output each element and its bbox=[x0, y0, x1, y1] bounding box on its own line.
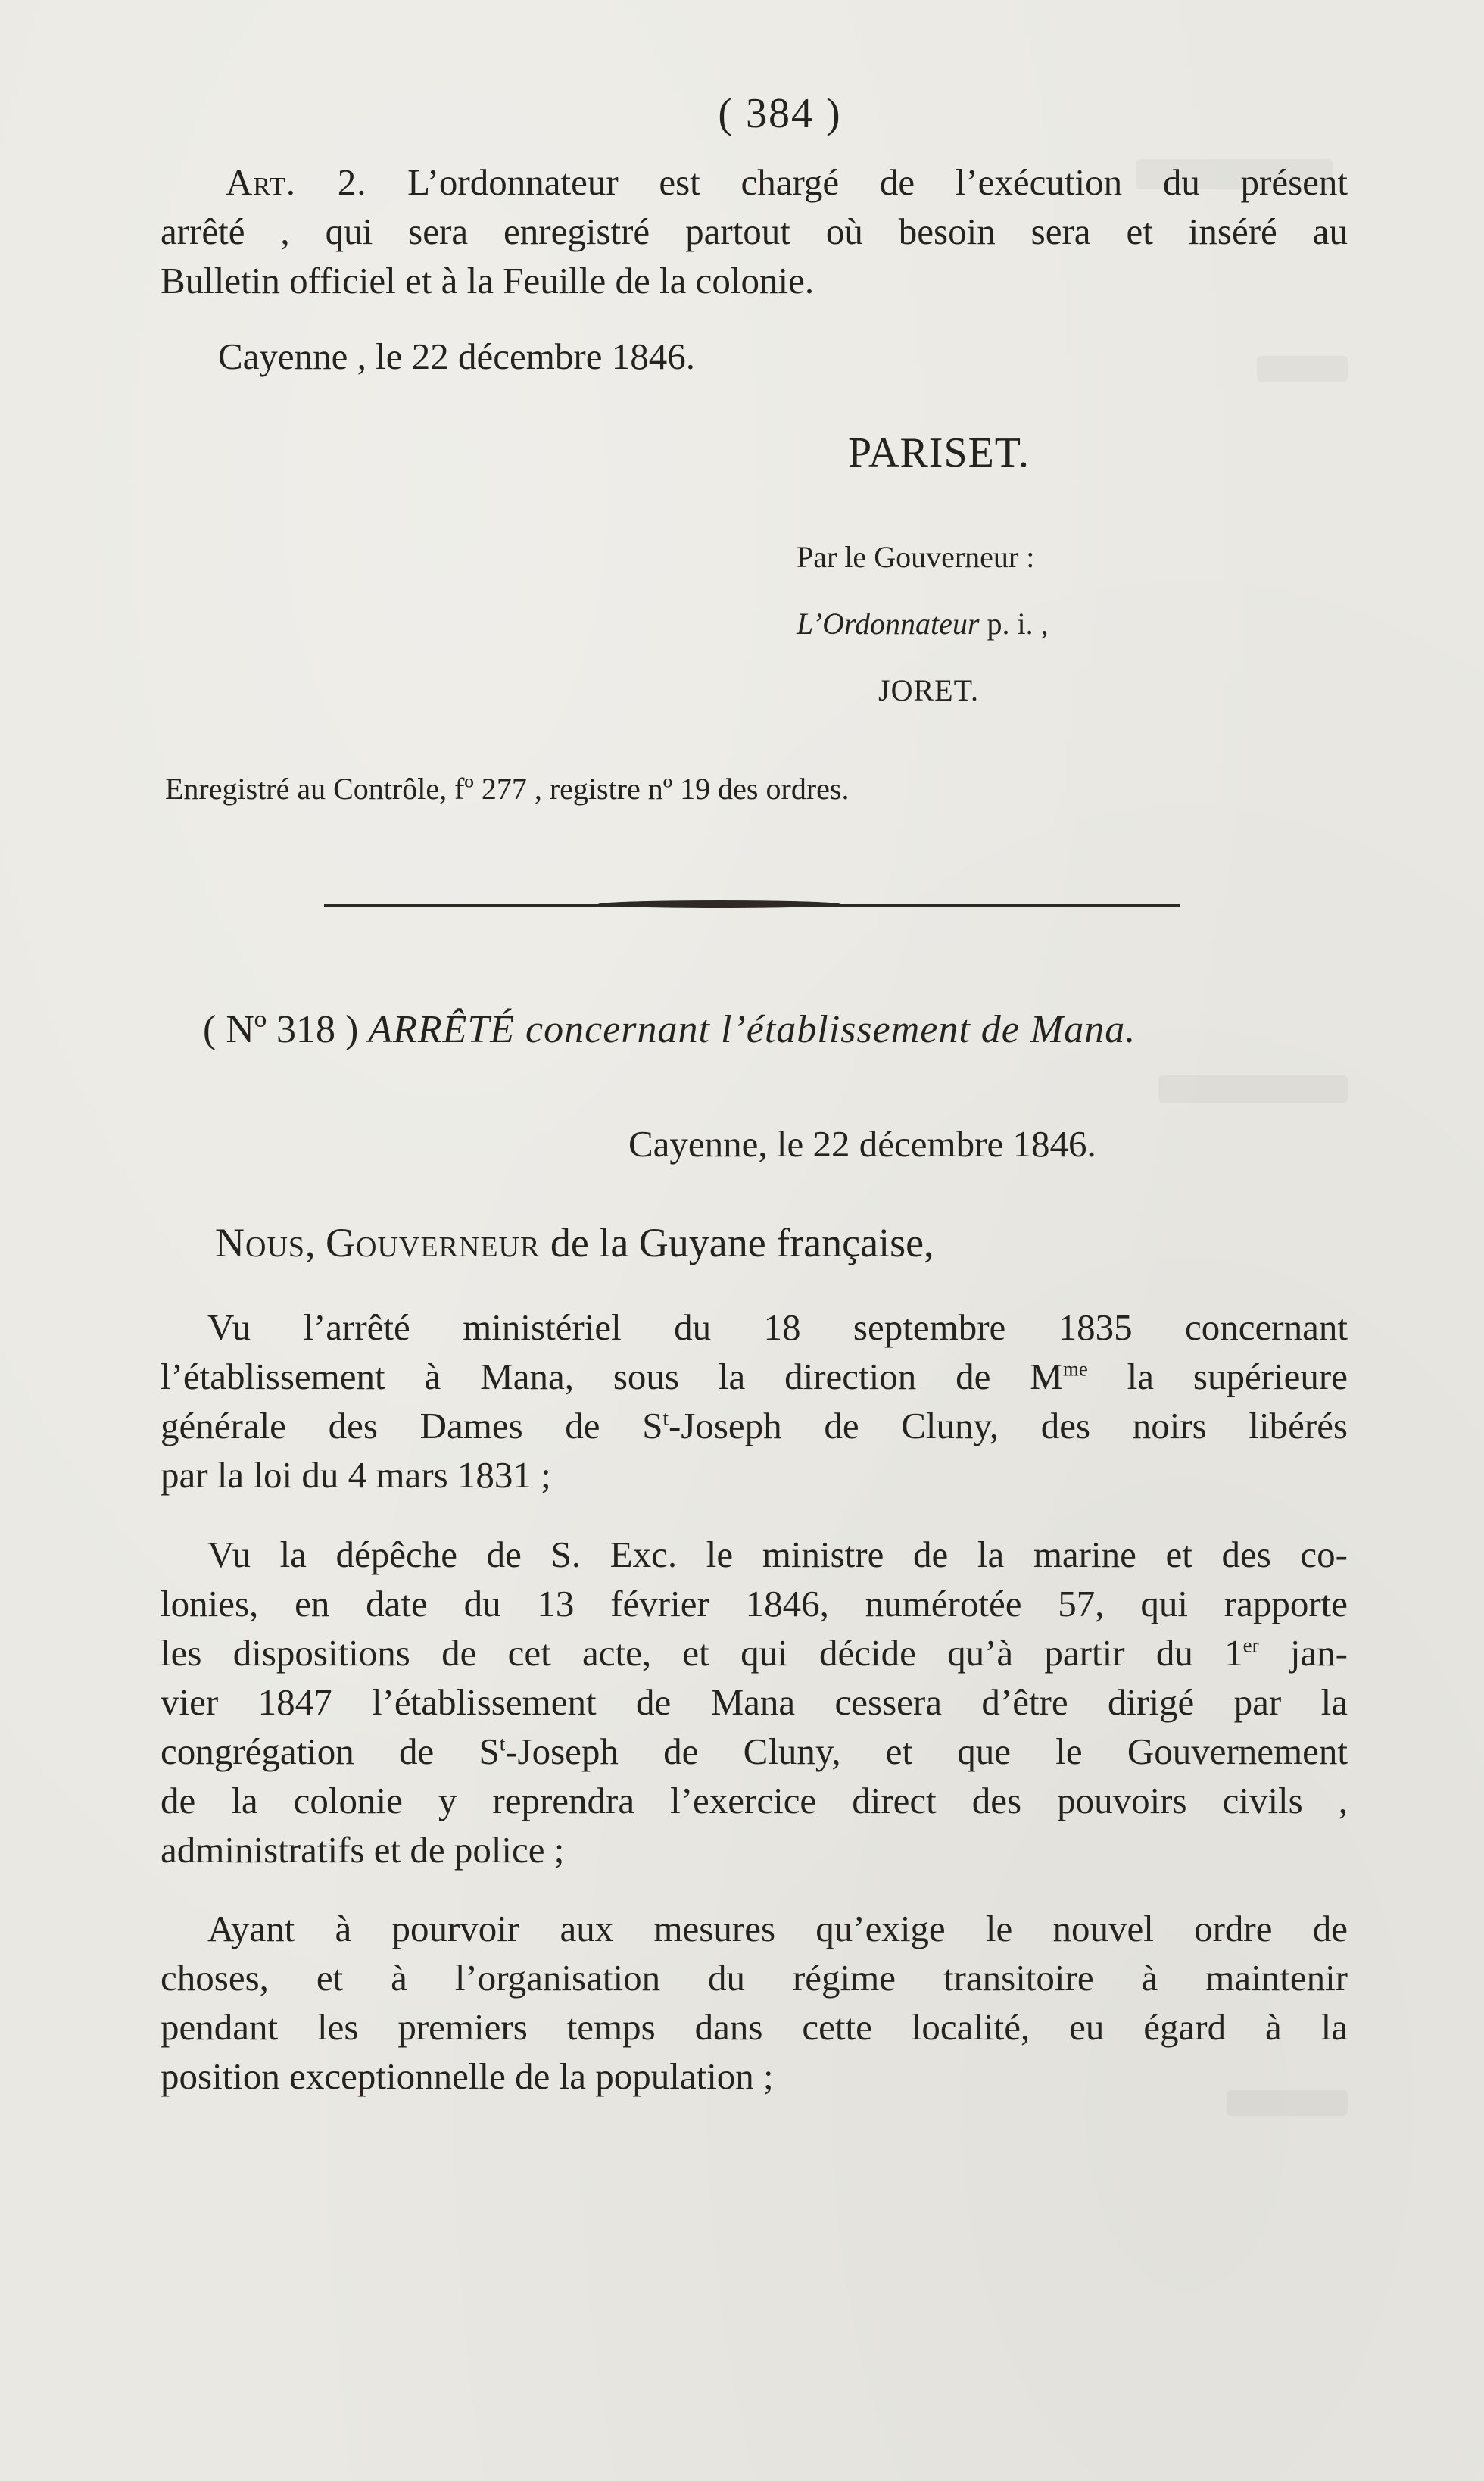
p2-line-4: vier 1847 l’établissement de Mana cessera d’être dirigé par la bbox=[161, 1681, 1348, 1723]
article-line-3: Bulletin officiel et à la Feuille de la colonie. bbox=[161, 260, 815, 301]
nous-rest: de la Guyane française, bbox=[540, 1220, 934, 1265]
article-paragraph bbox=[161, 158, 1348, 305]
p1-line-2-sup: me bbox=[1062, 1357, 1088, 1381]
by-governor-line: Par le Gouverneur : bbox=[797, 540, 1035, 574]
p3-line-2: choses, et à l’organisation du régime transitoire à maintenir bbox=[161, 1957, 1348, 1999]
p1-line-3-text-b: -Joseph de Cluny, des noirs libérés bbox=[668, 1405, 1348, 1446]
considerant-paragraph-3 bbox=[161, 1904, 1348, 2101]
p1-line-2-text-b: la supérieure bbox=[1087, 1356, 1348, 1397]
signature-name: PARISET. bbox=[848, 429, 1030, 476]
p2-line-6: de la colonie y reprendra l’exercice direct des pouvoirs civils , bbox=[161, 1780, 1348, 1821]
p2-line-3-text-b: jan- bbox=[1258, 1632, 1348, 1674]
p1-line-2 bbox=[161, 1352, 1348, 1401]
page-number: ( 384 ) bbox=[718, 90, 842, 137]
decree-number: ( Nº 318 ) bbox=[203, 1008, 369, 1051]
p2-line-5-text-b: -Joseph de Cluny, et que le Gouvernement bbox=[505, 1730, 1348, 1772]
considerant-paragraph-1 bbox=[161, 1303, 1348, 1500]
p1-line-4: par la loi du 4 mars 1831 ; bbox=[161, 1454, 551, 1496]
p3-line-1 bbox=[161, 1904, 1348, 1953]
p1-line-1 bbox=[161, 1303, 1348, 1352]
p3-line-1-text: Ayant à pourvoir aux mesures qu’exige le nouvel ordre de bbox=[207, 1908, 1348, 1949]
p1-line-3-text-a: générale des Dames de S bbox=[161, 1405, 663, 1446]
p2-line-5-text-a: congrégation de S bbox=[161, 1730, 500, 1772]
p3-line-3: pendant les premiers temps dans cette localité, eu égard à la bbox=[161, 2006, 1348, 2048]
decree-title: ARRÊTÉ concernant l’établissement de Mana. bbox=[368, 1008, 1136, 1051]
preamble-heading bbox=[215, 1219, 934, 1266]
p3-line-4: position exceptionnelle de la population ; bbox=[161, 2055, 774, 2097]
nous-comma: , bbox=[305, 1220, 326, 1265]
ordonnateur-suffix: p. i. , bbox=[979, 607, 1049, 641]
p1-line-2-text-a: l’établissement à Mana, sous la direction de M bbox=[161, 1356, 1063, 1397]
decree-header bbox=[203, 1007, 1136, 1052]
p2-line-3 bbox=[161, 1628, 1348, 1677]
p2-line-5 bbox=[161, 1727, 1348, 1776]
section-separator-ornament bbox=[598, 900, 840, 908]
p2-line-3-sup: er bbox=[1242, 1634, 1259, 1657]
date-place: Cayenne , le 22 décembre 1846. bbox=[218, 335, 695, 377]
considerant-paragraph-2 bbox=[161, 1530, 1348, 1874]
gouverneur-word: Gouverneur bbox=[326, 1220, 541, 1265]
p2-line-1 bbox=[161, 1530, 1348, 1579]
ordonnateur-title: L’Ordonnateur bbox=[797, 607, 980, 641]
p2-line-5-sup: t bbox=[499, 1732, 506, 1755]
p2-line-1-text: Vu la dépêche de S. Exc. le ministre de la marine et des co- bbox=[207, 1534, 1348, 1575]
p2-line-3-text-a: les dispositions de cet acte, et qui décide qu’à partir du 1 bbox=[161, 1632, 1243, 1674]
article-label: Art. 2. bbox=[226, 161, 367, 203]
article-line-2: arrêté , qui sera enregistré partout où besoin sera et inséré au bbox=[161, 211, 1348, 252]
article-text: L’ordonnateur est chargé de l’exécution du présent bbox=[407, 161, 1348, 203]
ordonnateur-line bbox=[797, 606, 1049, 641]
countersign-name: JORET. bbox=[878, 673, 980, 707]
article-line-1 bbox=[161, 158, 1348, 207]
p2-line-7: administratifs et de police ; bbox=[161, 1829, 565, 1871]
p1-line-3 bbox=[161, 1401, 1348, 1450]
decree-date: Cayenne, le 22 décembre 1846. bbox=[628, 1123, 1096, 1165]
nous-word: Nous bbox=[215, 1220, 306, 1265]
show-through-mark bbox=[1158, 1075, 1348, 1103]
show-through-mark bbox=[1257, 356, 1348, 382]
registration-note: Enregistré au Contrôle, fº 277 , registre nº 19 des ordres. bbox=[165, 772, 850, 806]
p2-line-2: lonies, en date du 13 février 1846, numérotée 57, qui rapporte bbox=[161, 1583, 1348, 1624]
p1-line-1-text: Vu l’arrêté ministériel du 18 septembre 1835 concernant bbox=[207, 1306, 1348, 1348]
p1-line-3-sup: t bbox=[662, 1406, 669, 1430]
